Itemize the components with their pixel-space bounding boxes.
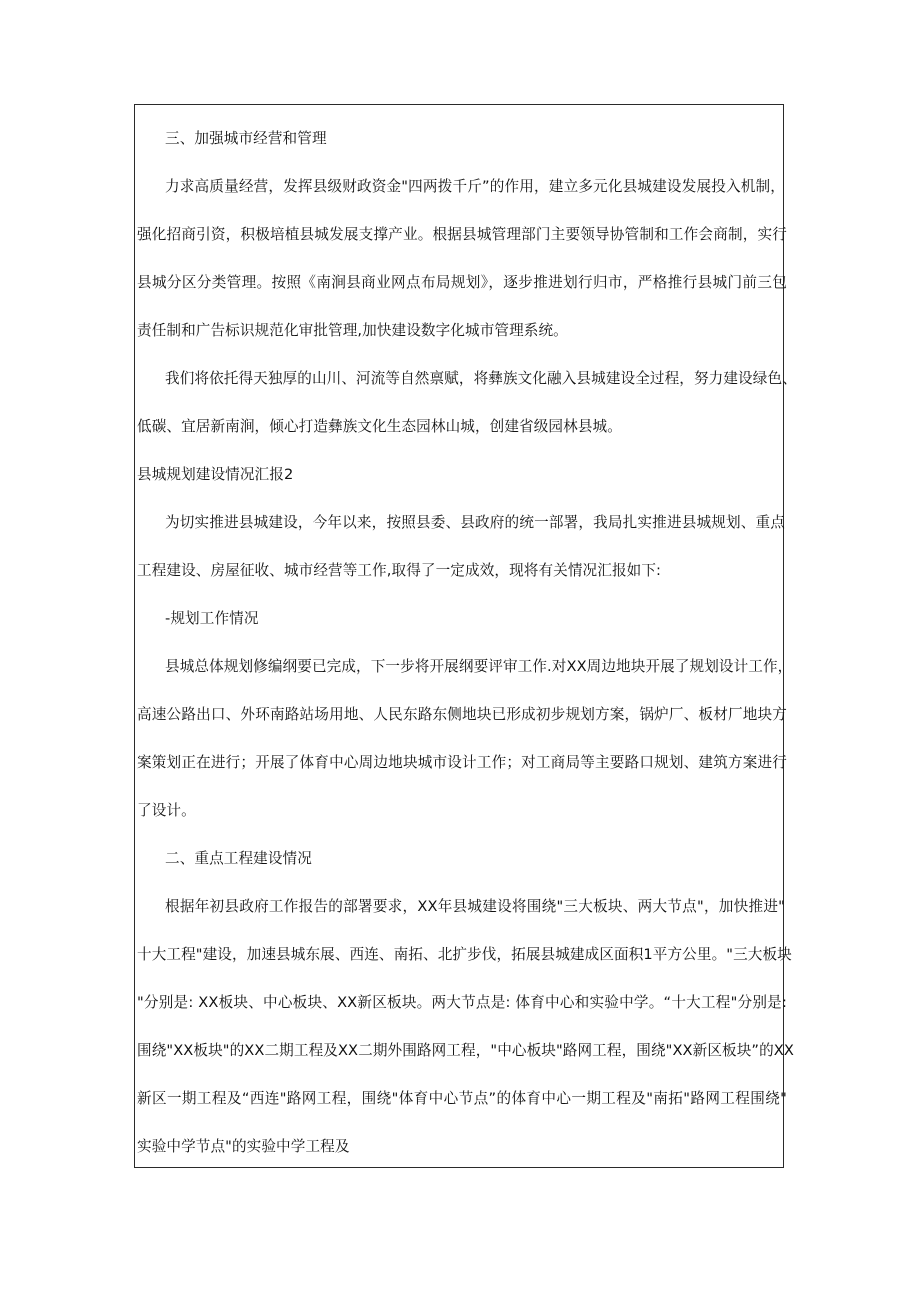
- paragraph-line: 县城分区分类管理。按照《南涧县商业网点布局规划》，逐步推进划行归市，严格推行县城门前三包: [137, 274, 787, 291]
- paragraph-line: 我们将依托得天独厚的山川、河流等自然禀赋，将彝族文化融入县城建设全过程，努力建设绿色、: [165, 370, 797, 387]
- paragraph-line: 为切实推进县城建设，今年以来，按照县委、县政府的统一部署，我局扎实推进县城规划、重点: [165, 514, 785, 531]
- paragraph-line: 围绕"XX板块"的XX二期工程及XX二期外围路网工程，"中心板块"路网工程，围绕"XX新区板块”的XX: [137, 1042, 794, 1059]
- paragraph-line: 案策划正在进行；开展了体育中心周边地块城市设计工作；对工商局等主要路口规划、建筑方案进行: [137, 754, 787, 771]
- paragraph-line: 根据年初县政府工作报告的部署要求，XX年县城建设将围绕"三大板块、两大节点"，加快推进": [165, 898, 785, 915]
- paragraph-line: 工程建设、房屋征收、城市经营等工作,取得了一定成效，现将有关情况汇报如下:: [137, 562, 662, 579]
- paragraph-line: 实验中学节点"的实验中学工程及: [137, 1138, 350, 1155]
- paragraph-line: 责任制和广告标识规范化审批管理,加快建设数字化城市管理系统。: [137, 322, 568, 339]
- paragraph-line: 低碳、宜居新南涧，倾心打造彝族文化生态园林山城，创建省级园林县城。: [137, 418, 622, 435]
- paragraph-line: 强化招商引资，积极培植县城发展支撑产业。根据县城管理部门主要领导协管制和工作会商制，实行: [137, 226, 787, 243]
- document-subtitle: 县城规划建设情况汇报2: [137, 466, 294, 483]
- paragraph-line: 力求高质量经营，发挥县级财政资金"四两拨千斤”的作用，建立多元化县城建设发展投入机制，: [165, 178, 785, 195]
- paragraph-line: 县城总体规划修编纲要已完成，下一步将开展纲要评审工作.对XX周边地块开展了规划设计工作，: [165, 658, 793, 675]
- paragraph-line: "分别是: XX板块、中心板块、XX新区板块。两大节点是: 体育中心和实验中学。“十大工程"分别是:: [137, 994, 787, 1011]
- paragraph-line: 了设计。: [137, 802, 196, 819]
- paragraph-line: 新区一期工程及“西连"路网工程，围绕"体育中心节点”的体育中心一期工程及"南拓"路网工程围绕": [137, 1090, 787, 1107]
- section-heading-3: 三、加强城市经营和管理: [165, 130, 327, 147]
- section-heading-1: -规划工作情况: [165, 610, 259, 627]
- section-heading-2: 二、重点工程建设情况: [165, 850, 312, 867]
- paragraph-line: 高速公路出口、外环南路站场用地、人民东路东侧地块已形成初步规划方案，锅炉厂、板材厂地块方: [137, 706, 787, 723]
- paragraph-line: 十大工程"建设，加速县城东展、西连、南拓、北扩步伐，拓展县城建成区面积1平方公里。"三大板块: [137, 946, 792, 963]
